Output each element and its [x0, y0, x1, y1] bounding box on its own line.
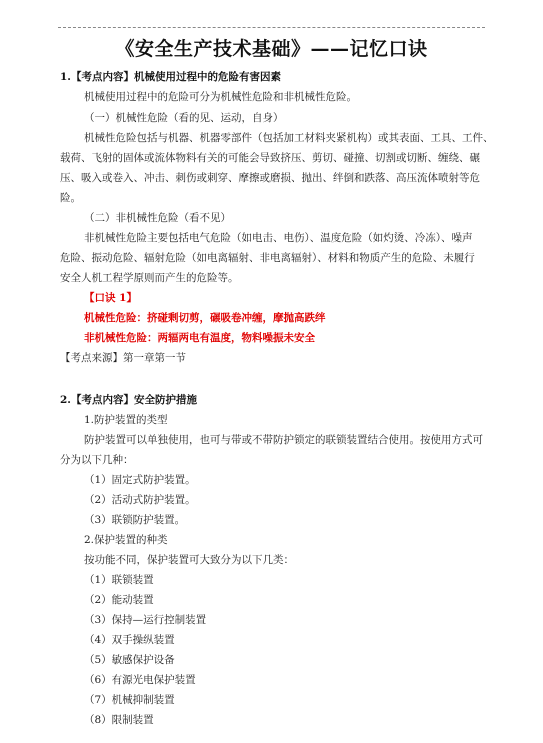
- list-item: （3）联锁防护装置。: [84, 514, 186, 526]
- section1-intro: 机械使用过程中的危险可分为机械性危险和非机械性危险。: [84, 91, 357, 103]
- top-divider: [58, 27, 485, 28]
- section1-source: 【考点来源】第一章第一节: [60, 352, 186, 364]
- page-title: 《安全生产技术基础》——记忆口诀: [115, 38, 428, 60]
- section1-paragraph1-line3: 压、吸入或卷入、冲击、刺伤或刺穿、摩擦或磨损、抛出、绊倒和跌落、高压流体喷射等危: [60, 172, 480, 184]
- section2-paragraph1-line2: 分为以下几种：: [60, 454, 134, 466]
- list-item: （5）敏感保护设备: [84, 654, 175, 666]
- section2-subheading-kinds: 2.保护装置的种类: [84, 534, 168, 546]
- section2-paragraph2-line1: 按功能不同，保护装置可大致分为以下几类：: [84, 554, 294, 566]
- mnemonic-title: 【口诀 1】: [84, 292, 137, 304]
- list-item: （1）联锁装置: [84, 574, 154, 586]
- mnemonic-mechanical: 机械性危险：挤碰剩切剪，碾吸卷冲缠，摩抛高跌绊: [84, 312, 326, 324]
- section1-paragraph1-line1: 机械性危险包括与机器、机器零部件（包括加工材料夹紧机构）或其表面、工具、工件、: [84, 132, 494, 144]
- section1-paragraph1-line4: 险。: [60, 192, 81, 204]
- section2-heading: 2.【考点内容】安全防护措施: [60, 394, 197, 406]
- list-item: （4）双手操纵装置: [84, 634, 175, 646]
- section1-paragraph2-line1: 非机械性危险主要包括电气危险（如电击、电伤）、温度危险（如灼烫、冷冻）、噪声: [84, 232, 473, 244]
- list-item: （8）限制装置: [84, 714, 154, 726]
- section1-heading: 1.【考点内容】机械使用过程中的危险有害因素: [60, 71, 281, 83]
- mnemonic-nonmechanical: 非机械性危险：两辐两电有温度，物料噪振未安全: [84, 332, 315, 344]
- list-item: （1）固定式防护装置。: [84, 474, 196, 486]
- list-item: （3）保持—运行控制装置: [84, 614, 207, 626]
- section1-paragraph2-line3: 安全人机工程学原则而产生的危险等。: [60, 272, 239, 284]
- section2-subheading-types: 1.防护装置的类型: [84, 414, 168, 426]
- section2-paragraph1-line1: 防护装置可以单独使用，也可与带或不带防护锁定的联锁装置结合使用。按使用方式可: [84, 434, 483, 446]
- list-item: （7）机械抑制装置: [84, 694, 175, 706]
- list-item: （6）有源光电保护装置: [84, 674, 196, 686]
- list-item: （2）活动式防护装置。: [84, 494, 196, 506]
- section1-paragraph2-line2: 危险、振动危险、辐射危险（如电离辐射、非电离辐射）、材料和物质产生的危险、未履行: [60, 252, 475, 264]
- section1-subheading-mechanical: （一）机械性危险（看的见、运动，自身）: [84, 112, 284, 124]
- section1-subheading-nonmechanical: （二）非机械性危险（看不见）: [84, 212, 231, 224]
- list-item: （2）能动装置: [84, 594, 154, 606]
- section1-paragraph1-line2: 载荷、飞射的固体或流体物料有关的可能会导致挤压、剪切、碰撞、切割或切断、缠绕、碾: [60, 152, 480, 164]
